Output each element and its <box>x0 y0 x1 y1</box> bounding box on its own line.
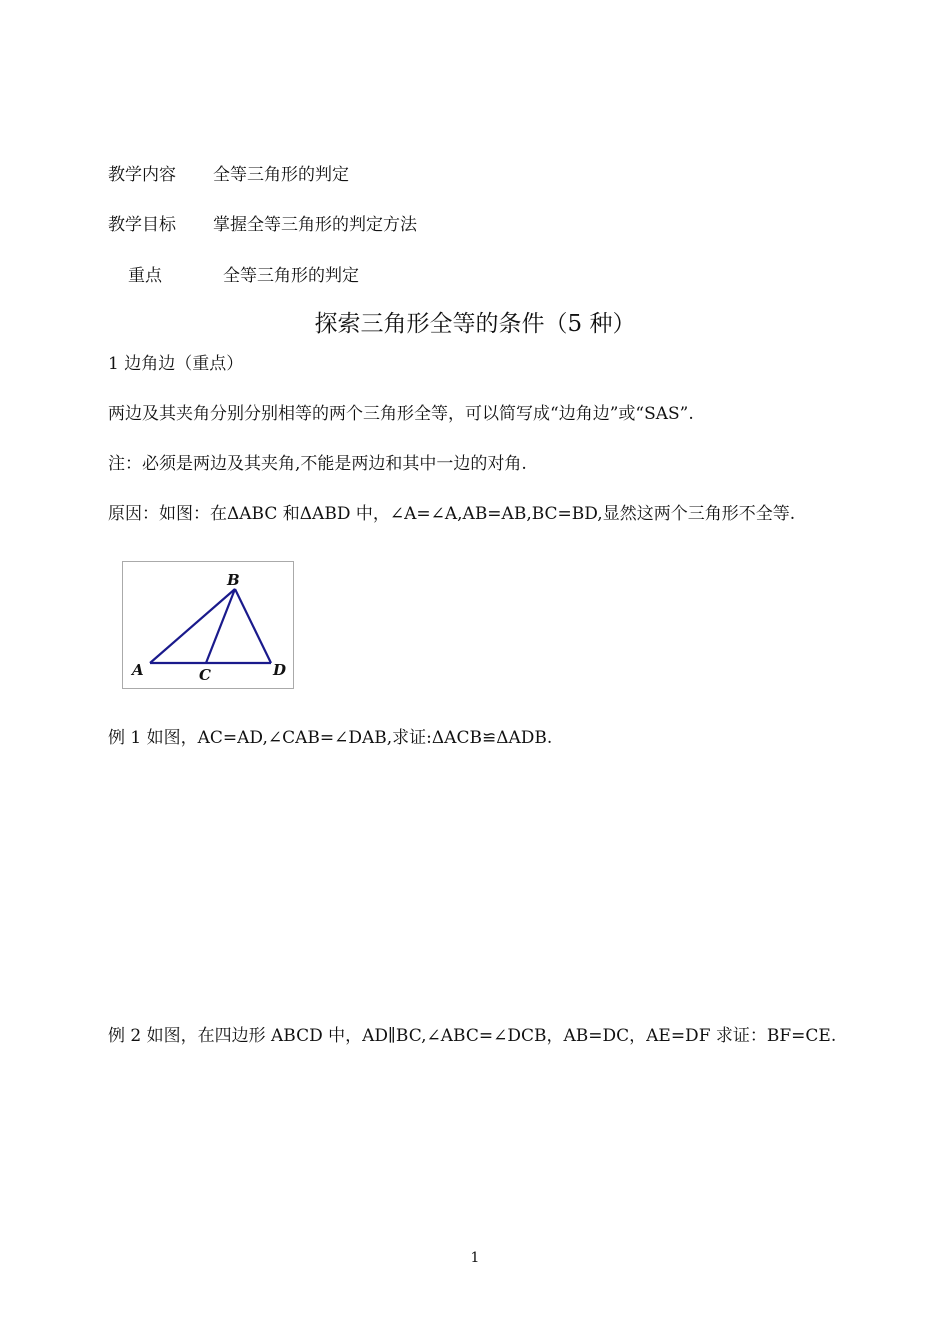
example-2: 例 2 如图，在四边形 ABCD 中，AD∥BC,∠ABC=∠DCB，AB=DC，AE=DF 求证：BF=CE. <box>108 1026 837 1046</box>
sas-note: 注：必须是两边及其夹角,不能是两边和其中一边的对角. <box>108 454 527 474</box>
segment-ab <box>150 589 235 663</box>
section-heading: 1 边角边（重点） <box>108 354 244 374</box>
teaching-content-label: 教学内容 <box>108 165 176 185</box>
teaching-content-row <box>108 164 349 186</box>
teaching-content-value: 全等三角形的判定 <box>213 165 349 185</box>
key-point-value: 全等三角形的判定 <box>223 266 359 286</box>
page-number: 1 <box>470 1250 480 1266</box>
sas-definition: 两边及其夹角分别分别相等的两个三角形全等，可以简写成“边角边”或“SAS”. <box>108 404 694 424</box>
vertex-label-c: C <box>199 666 211 684</box>
key-point-row <box>128 265 359 287</box>
vertex-label-b: B <box>227 571 240 589</box>
figure-lines <box>150 589 271 663</box>
teaching-objective-label: 教学目标 <box>108 215 176 235</box>
example-1: 例 1 如图，AC=AD,∠CAB=∠DAB,求证:ΔACB≌ΔADB. <box>108 728 553 748</box>
triangle-figure <box>122 561 294 689</box>
key-point-label: 重点 <box>128 266 162 286</box>
teaching-objective-row <box>108 214 417 236</box>
vertex-label-d: D <box>273 661 287 679</box>
segment-bd <box>235 589 271 663</box>
segment-bc <box>206 589 235 663</box>
triangle-diagram <box>123 562 293 688</box>
page-title: 探索三角形全等的条件（5 种） <box>314 311 636 337</box>
vertex-label-a: A <box>132 661 144 679</box>
teaching-objective-value: 掌握全等三角形的判定方法 <box>213 215 417 235</box>
sas-counterexample: 原因：如图：在ΔABC 和ΔABD 中，∠A=∠A,AB=AB,BC=BD,显然这两个三角形不全等. <box>108 504 796 524</box>
